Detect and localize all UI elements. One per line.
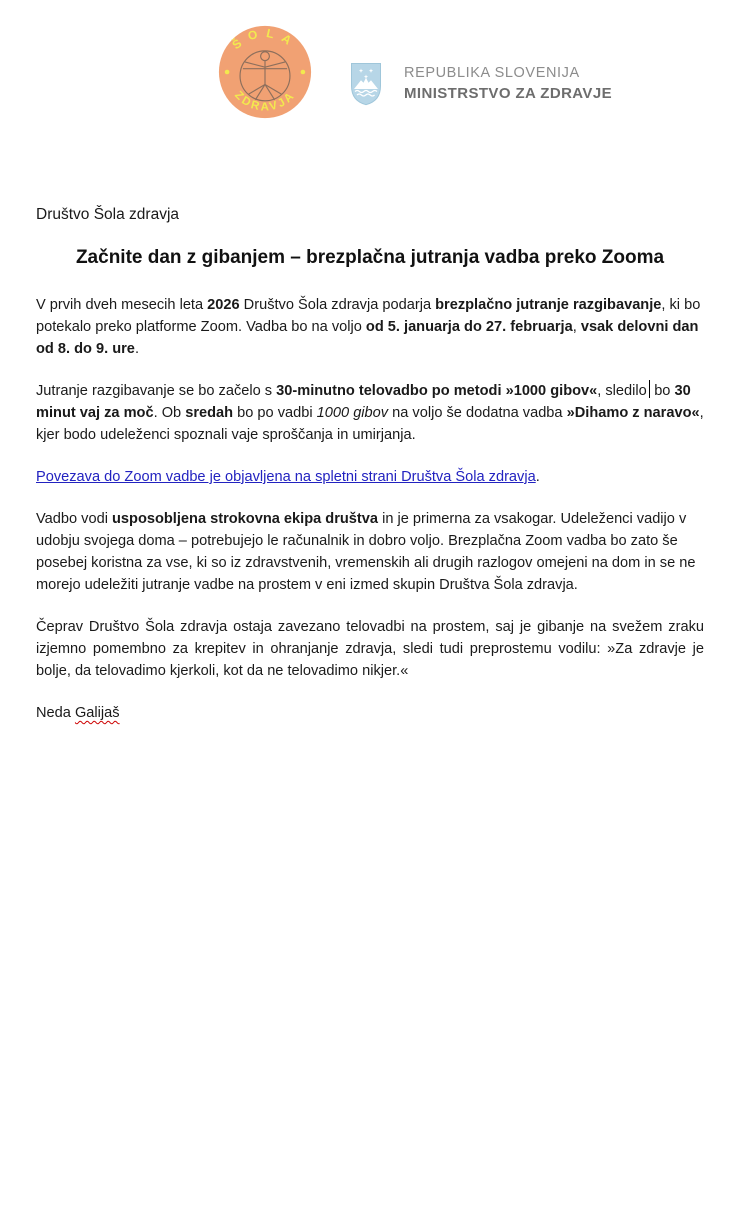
zoom-workout-link[interactable]: Povezava do Zoom vadbe je objavljena na spletni strani Društva Šola zdravja: [36, 469, 536, 485]
text-run: na voljo še dodatna vadba: [388, 405, 567, 421]
text-run: . Ob: [153, 405, 186, 421]
ministry-line-ministry: MINISTRSTVO ZA ZDRAVJE: [404, 84, 612, 102]
text-run: 30 minut vaj za moč: [36, 383, 691, 421]
text-run: .: [134, 341, 139, 357]
logo-arc-bottom-text: ZDRAVJA: [232, 89, 298, 114]
text-run: vsak delovni dan od 8. do 9. ure: [36, 319, 699, 357]
text-run: 2026: [207, 297, 240, 313]
text-run: .: [535, 469, 540, 485]
ministry-wordmark: [404, 66, 612, 101]
text-run: ,: [572, 319, 581, 335]
document-title: Začnite dan z gibanjem – brezplačna jutranja vadba preko Zooma: [75, 247, 665, 268]
text-run: sredah: [185, 405, 234, 421]
text-run: 1000 gibov: [316, 405, 389, 421]
text-run: 30-minutno telovadbo po metodi »1000 gibov«: [276, 383, 598, 399]
text-run: bo: [650, 383, 675, 399]
text-run: in je primerna za vsakogar. Udeleženci vadijo v udobju svojega doma – potrebujejo le računalnik in dobro voljo. Brezplačna Zoom vadba bo zato še posebej koristna za vse, ki so iz zdravstvenih, vremenskih ali drugih razlogov omejeni na dom in se ne morejo udeležiti jutranje vadbe na prostem v eni izmed skupin Društva Šola zdravja.: [36, 511, 696, 593]
text-run: od 5. januarja do 27. februarja: [365, 319, 573, 335]
paragraph-intro: [36, 294, 704, 360]
logo-dot-right: [301, 70, 306, 75]
text-run: Čeprav Društvo Šola zdravja ostaja zavezano telovadbi na prostem, saj je gibanje na svežem zraku izjemno pomembno za krepitev in ohranjanje zdravja, sledi tudi preprostemu vodilu: »Za zdravje je bolje, da telovadimo kjerkoli, kot da ne telovadimo nikjer.«: [36, 619, 704, 679]
text-run: , sledilo: [597, 383, 647, 399]
ministry-line-republic: REPUBLIKA SLOVENIJA: [404, 65, 580, 81]
text-run: Neda: [36, 705, 75, 721]
text-run: »Dihamo z naravo«: [566, 405, 700, 421]
sola-zdravja-logo: [217, 24, 313, 120]
text-run: Jutranje razgibavanje se bo začelo s: [36, 383, 277, 399]
paragraph-schedule: [36, 380, 704, 446]
slovenia-coat-of-arms-icon: [350, 62, 382, 106]
document-body: [36, 206, 704, 724]
text-run: , kjer bodo udeleženci spoznali vaje sproščanja in umirjanja.: [36, 405, 704, 443]
text-run: brezplačno jutranje razgibavanje: [435, 297, 662, 313]
text-run: bo po vadbi: [233, 405, 317, 421]
text-run: V prvih dveh mesecih leta: [36, 297, 208, 313]
logo-dot-left: [225, 70, 230, 75]
signature-line: [36, 702, 704, 724]
text-run: Vadbo vodi: [36, 511, 112, 527]
sender-line: Društvo Šola zdravja: [36, 206, 180, 223]
paragraph-closing: [36, 616, 704, 682]
text-run: Galijaš: [74, 705, 120, 721]
paragraph-zoom-link: [36, 466, 704, 488]
paragraph-details: [36, 508, 704, 596]
text-run: Društvo Šola zdravja podarja: [239, 297, 436, 313]
logo-arc-top-text: ŠOLA: [229, 25, 301, 53]
text-run: usposobljena strokovna ekipa društva: [112, 511, 379, 527]
text-run: , ki bo potekalo preko platforme Zoom. Vadba bo na voljo: [36, 297, 701, 335]
